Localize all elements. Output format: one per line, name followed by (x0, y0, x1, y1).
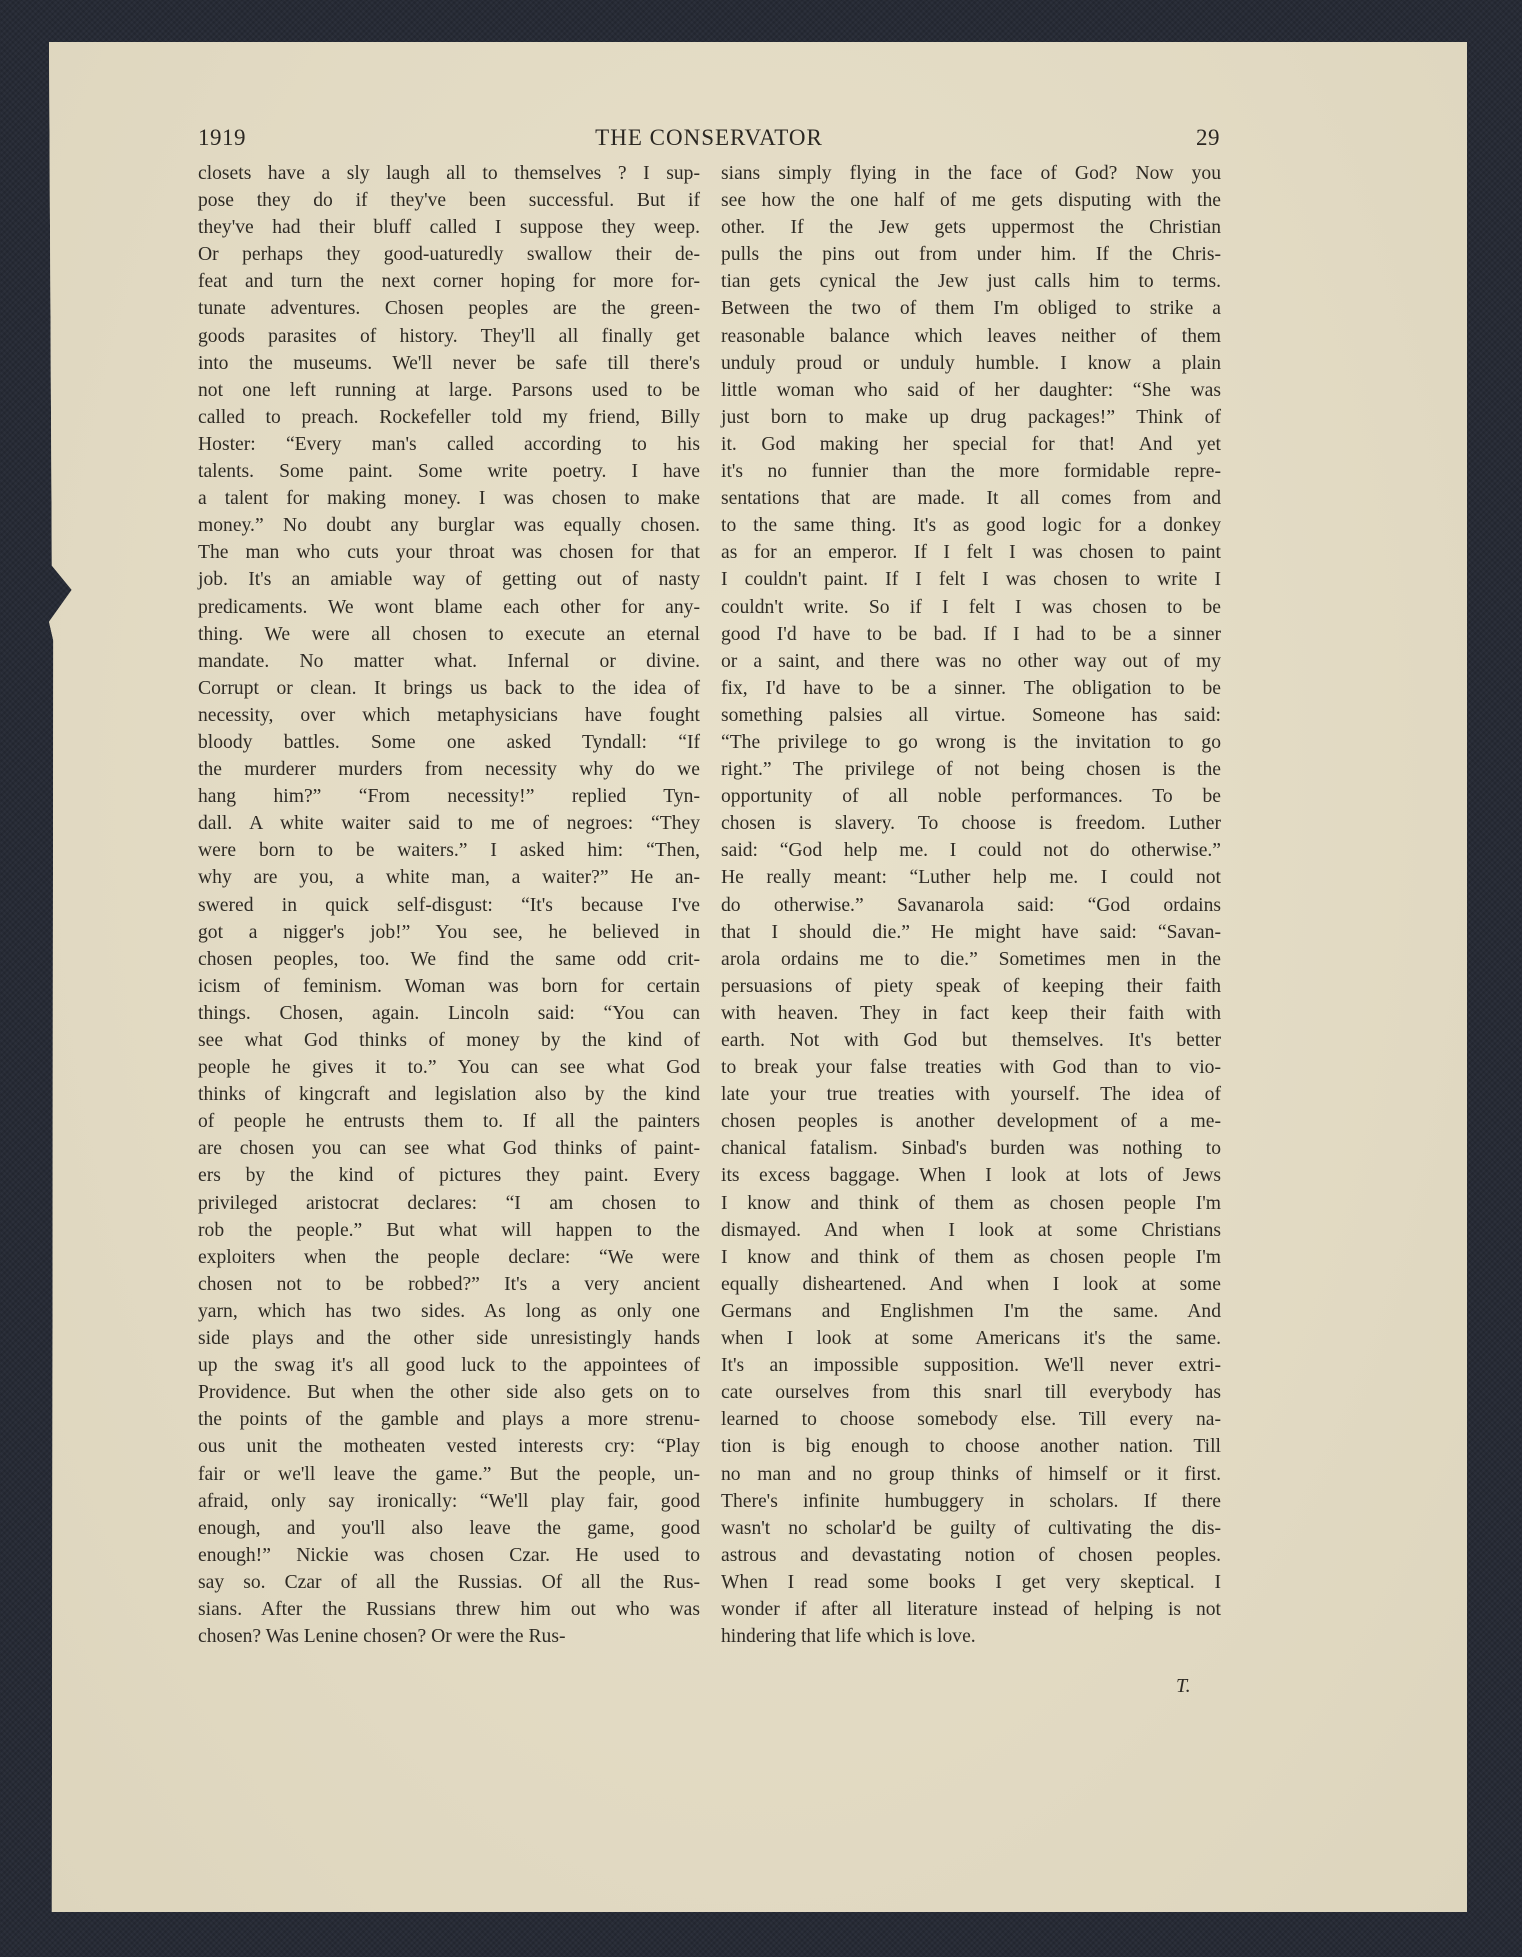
text-line: hang him?” “From necessity!” replied Tyn- (198, 786, 700, 808)
text-line: I couldn't paint. If I felt I was chosen to write I (721, 569, 1221, 591)
text-line: chosen not to be robbed?” It's a very ancient (198, 1273, 700, 1295)
text-line: say so. Czar of all the Russias. Of all the Rus- (198, 1571, 700, 1593)
text-line: enough!” Nickie was chosen Czar. He used to (198, 1544, 700, 1566)
text-line: thinks of kingcraft and legislation also by the kind (198, 1084, 700, 1106)
text-line: hindering that life which is love. (721, 1626, 976, 1648)
text-line: He really meant: “Luther help me. I could not (721, 867, 1221, 889)
text-line: “The privilege to go wrong is the invitation to go (721, 731, 1221, 753)
text-line: a talent for making money. I was chosen to make (198, 488, 700, 510)
text-line: ous unit the motheaten vested interests cry: “Play (198, 1436, 700, 1458)
text-line: Hoster: “Every man's called according to his (198, 433, 700, 455)
text-line: There's infinite humbuggery in scholars. If there (721, 1490, 1221, 1512)
text-line: It's an impossible supposition. We'll never extri- (721, 1355, 1221, 1377)
text-line: side plays and the other side unresistingly hands (198, 1328, 700, 1350)
text-line: wonder if after all literature instead of helping is not (721, 1598, 1221, 1620)
text-line: job. It's an amiable way of getting out of nasty (198, 569, 700, 591)
text-line: tunate adventures. Chosen peoples are the green- (198, 298, 700, 320)
text-line: not one left running at large. Parsons used to be (198, 379, 700, 401)
text-line: little woman who said of her daughter: “She was (721, 379, 1221, 401)
text-line: it. God making her special for that! And yet (721, 433, 1221, 455)
text-line: Corrupt or clean. It brings us back to the idea of (198, 677, 700, 699)
text-line: with heaven. They in fact keep their faith with (721, 1002, 1221, 1024)
text-line: fix, I'd have to be a sinner. The obligation to be (721, 677, 1221, 699)
text-line: money.” No doubt any burglar was equally chosen. (198, 515, 700, 537)
text-line: icism of feminism. Woman was born for certain (198, 975, 700, 997)
text-line: late your true treaties with yourself. The idea of (721, 1084, 1221, 1106)
text-line: thing. We were all chosen to execute an eternal (198, 623, 700, 645)
text-line: do otherwise.” Savanarola said: “God ordains (721, 894, 1221, 916)
text-line: they've had their bluff called I suppose they weep. (198, 217, 700, 239)
text-line: Or perhaps they good-uaturedly swallow their de- (198, 244, 700, 266)
text-line: sentations that are made. It all comes from and (721, 488, 1221, 510)
right-text-column (721, 160, 1221, 1650)
text-line: goods parasites of history. They'll all finally get (198, 325, 700, 347)
text-line: bloody battles. Some one asked Tyndall: “If (198, 731, 700, 753)
text-line: into the museums. We'll never be safe till there's (198, 352, 700, 374)
text-line: why are you, a white man, a waiter?” He an- (198, 867, 700, 889)
text-line: feat and turn the next corner hoping for more for- (198, 271, 700, 293)
text-line: persuasions of piety speak of keeping their faith (721, 975, 1221, 997)
text-line: ers by the kind of pictures they paint. Every (198, 1165, 700, 1187)
text-line: when I look at some Americans it's the same. (721, 1328, 1221, 1350)
text-line: equally disheartened. And when I look at some (721, 1273, 1221, 1295)
left-text-column (198, 160, 700, 1650)
text-line: mandate. No matter what. Infernal or divine. (198, 650, 700, 672)
text-line: dall. A white waiter said to me of negroes: “They (198, 813, 700, 835)
text-line: of people he entrusts them to. If all the painters (198, 1111, 700, 1133)
text-line: rob the people.” But what will happen to the (198, 1219, 700, 1241)
text-line: tian gets cynical the Jew just calls him to terms. (721, 271, 1221, 293)
text-line: as for an emperor. If I felt I was chosen to paint (721, 542, 1221, 564)
text-line: fair or we'll leave the game.” But the people, un- (198, 1463, 700, 1485)
text-line: people he gives it to.” You can see what God (198, 1057, 700, 1079)
text-line: closets have a sly laugh all to themselves ? I sup- (198, 163, 700, 184)
text-line: Germans and Englishmen I'm the same. And (721, 1300, 1221, 1322)
text-line: afraid, only say ironically: “We'll play fair, good (198, 1490, 700, 1512)
text-line: predicaments. We wont blame each other for any- (198, 596, 700, 618)
text-line: are chosen you can see what God thinks of paint- (198, 1138, 700, 1160)
text-line: see how the one half of me gets disputing with the (721, 190, 1221, 212)
text-line: learned to choose somebody else. Till every na- (721, 1409, 1221, 1431)
text-line: necessity, over which metaphysicians have fought (198, 704, 700, 726)
text-line: astrous and devastating notion of chosen peoples. (721, 1544, 1221, 1566)
text-line: chosen? Was Lenine chosen? Or were the Rus- (198, 1626, 566, 1648)
text-line: tion is big enough to choose another nation. Till (721, 1436, 1221, 1458)
text-line: pose they do if they've been successful. But if (198, 190, 700, 212)
text-line: chanical fatalism. Sinbad's burden was nothing to (721, 1138, 1221, 1160)
text-line: got a nigger's job!” You see, he believed in (198, 921, 700, 943)
text-line: exploiters when the people declare: “We were (198, 1246, 700, 1268)
text-line: to break your false treaties with God than to vio- (721, 1057, 1221, 1079)
text-line: Between the two of them I'm obliged to strike a (721, 298, 1221, 320)
text-line: reasonable balance which leaves neither of them (721, 325, 1221, 347)
text-line: sians. After the Russians threw him out who was (198, 1598, 700, 1620)
text-line: just born to make up drug packages!” Think of (721, 406, 1221, 428)
text-line: good I'd have to be bad. If I had to be a sinner (721, 623, 1221, 645)
text-line: said: “God help me. I could not do otherwise.” (721, 840, 1221, 862)
text-line: were born to be waiters.” I asked him: “Then, (198, 840, 700, 862)
text-line: swered in quick self-disgust: “It's because I've (198, 894, 700, 916)
publication-title: THE CONSERVATOR (595, 125, 823, 150)
author-signature: T. (1176, 1675, 1191, 1697)
text-line: opportunity of all noble performances. To be (721, 786, 1221, 808)
text-line: up the swag it's all good luck to the appointees of (198, 1355, 700, 1377)
text-line: yarn, which has two sides. As long as only one (198, 1300, 700, 1322)
text-line: wasn't no scholar'd be guilty of cultivating the dis- (721, 1517, 1221, 1539)
text-line: chosen is slavery. To choose is freedom. Luther (721, 813, 1221, 835)
text-line: dismayed. And when I look at some Christians (721, 1219, 1221, 1241)
text-line: couldn't write. So if I felt I was chosen to be (721, 596, 1221, 618)
text-line: The man who cuts your throat was chosen for that (198, 542, 700, 564)
text-line: it's no funnier than the more formidable repre- (721, 461, 1221, 483)
text-line: earth. Not with God but themselves. It's better (721, 1030, 1221, 1051)
text-line: other. If the Jew gets uppermost the Christian (721, 217, 1221, 239)
text-line: privileged aristocrat declares: “I am chosen to (198, 1192, 700, 1214)
text-line: something palsies all virtue. Someone has said: (721, 704, 1221, 726)
text-line: sians simply flying in the face of God? Now you (721, 163, 1221, 184)
text-line: I know and think of them as chosen people I'm (721, 1246, 1221, 1268)
text-line: I know and think of them as chosen people I'm (721, 1192, 1221, 1214)
text-line: to the same thing. It's as good logic for a donkey (721, 515, 1221, 537)
text-line: talents. Some paint. Some write poetry. I have (198, 461, 700, 483)
text-line: called to preach. Rockefeller told my friend, Billy (198, 406, 700, 428)
text-line: its excess baggage. When I look at lots of Jews (721, 1165, 1221, 1187)
page-number: 29 (1196, 125, 1220, 150)
text-line: pulls the pins out from under him. If the Chris- (721, 244, 1221, 266)
text-line: or a saint, and there was no other way out of my (721, 650, 1221, 672)
text-line: no man and no group thinks of himself or it first. (721, 1463, 1221, 1485)
text-line: chosen peoples is another development of a me- (721, 1111, 1221, 1133)
text-line: right.” The privilege of not being chosen is the (721, 759, 1221, 781)
text-line: cate ourselves from this snarl till everybody has (721, 1382, 1221, 1404)
running-head (198, 125, 1220, 155)
text-line: enough, and you'll also leave the game, good (198, 1517, 700, 1539)
text-line: the points of the gamble and plays a more strenu- (198, 1409, 700, 1431)
text-line: the murderer murders from necessity why do we (198, 759, 700, 781)
text-line: arola ordains me to die.” Sometimes men in the (721, 948, 1221, 970)
text-line: When I read some books I get very skeptical. I (721, 1571, 1221, 1593)
text-line: see what God thinks of money by the kind of (198, 1030, 700, 1051)
header-year: 1919 (198, 125, 246, 150)
text-line: chosen peoples, too. We find the same odd crit- (198, 948, 700, 970)
text-line: Providence. But when the other side also gets on to (198, 1382, 700, 1404)
text-line: unduly proud or unduly humble. I know a plain (721, 352, 1221, 374)
text-line: that I should die.” He might have said: “Savan- (721, 921, 1221, 943)
text-line: things. Chosen, again. Lincoln said: “You can (198, 1002, 700, 1024)
